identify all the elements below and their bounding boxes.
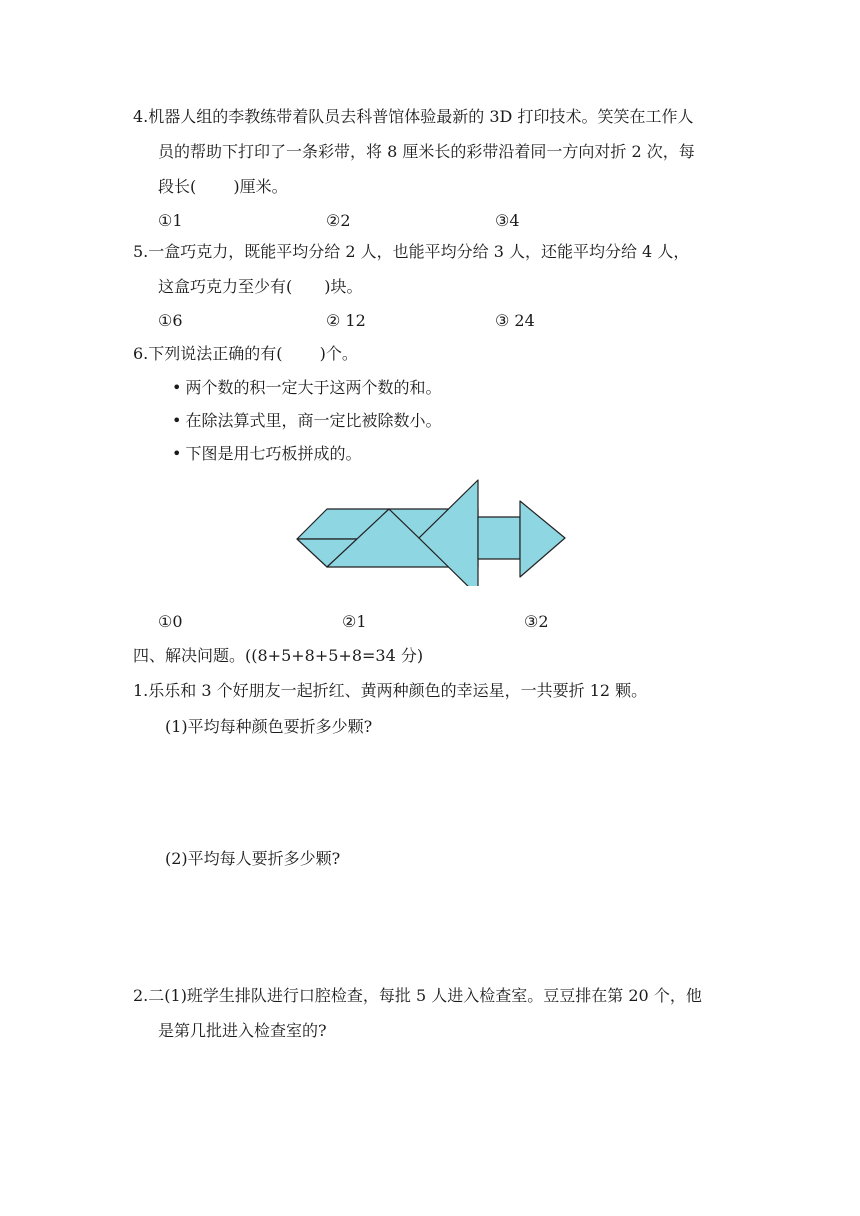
q6-line-1: 6.下列说法正确的有( )个。 xyxy=(133,344,358,363)
q4-line-1: 4.机器人组的李教练带着队员去科普馆体验最新的 3D 打印技术。笑笑在工作人 xyxy=(133,107,694,126)
q4-option-3: ③4 xyxy=(495,211,520,230)
problem-1-line-1: 1.乐乐和 3 个好朋友一起折红、黄两种颜色的幸运星，一共要折 12 颗。 xyxy=(133,681,648,700)
problem-2-line-1: 2.二(1)班学生排队进行口腔检查，每批 5 人进入检查室。豆豆排在第 20 个，他 xyxy=(133,986,702,1005)
tangram-arrow-head-right xyxy=(520,501,565,577)
q6-bullet-2: • 在除法算式里，商一定比被除数小。 xyxy=(172,410,441,432)
problem-1-sub-2: (2)平均每人要折多少颗? xyxy=(165,849,341,868)
q6-option-1: ①0 xyxy=(158,612,183,631)
q6-option-3: ③2 xyxy=(524,612,549,631)
q5-line-2: 这盒巧克力至少有( )块。 xyxy=(158,277,363,296)
q6-bullet-1: • 两个数的积一定大于这两个数的和。 xyxy=(172,377,441,399)
q5-option-1: ①6 xyxy=(158,311,183,330)
q4-line-3: 段长( )厘米。 xyxy=(158,177,288,196)
q6-option-2: ②1 xyxy=(342,612,367,631)
tangram-figure xyxy=(290,478,570,586)
q5-option-2: ② 12 xyxy=(326,311,366,330)
section-4-title: 四、解决问题。((8+5+8+5+8=34 分) xyxy=(133,646,424,665)
q4-option-2: ②2 xyxy=(326,211,351,230)
tangram-arrow-head-left xyxy=(419,480,478,586)
q4-line-2: 员的帮助下打印了一条彩带，将 8 厘米长的彩带沿着同一方向对折 2 次，每 xyxy=(158,142,695,161)
q5-option-3: ③ 24 xyxy=(495,311,535,330)
problem-1-sub-1: (1)平均每种颜色要折多少颗? xyxy=(165,717,373,736)
q4-option-1: ①1 xyxy=(158,211,183,230)
q5-line-1: 5.一盒巧克力，既能平均分给 2 人，也能平均分给 3 人，还能平均分给 4 人， xyxy=(133,242,690,261)
tangram-square xyxy=(478,517,520,559)
q6-bullet-3: • 下图是用七巧板拼成的。 xyxy=(172,443,361,465)
problem-2-line-2: 是第几批进入检查室的? xyxy=(158,1021,327,1040)
